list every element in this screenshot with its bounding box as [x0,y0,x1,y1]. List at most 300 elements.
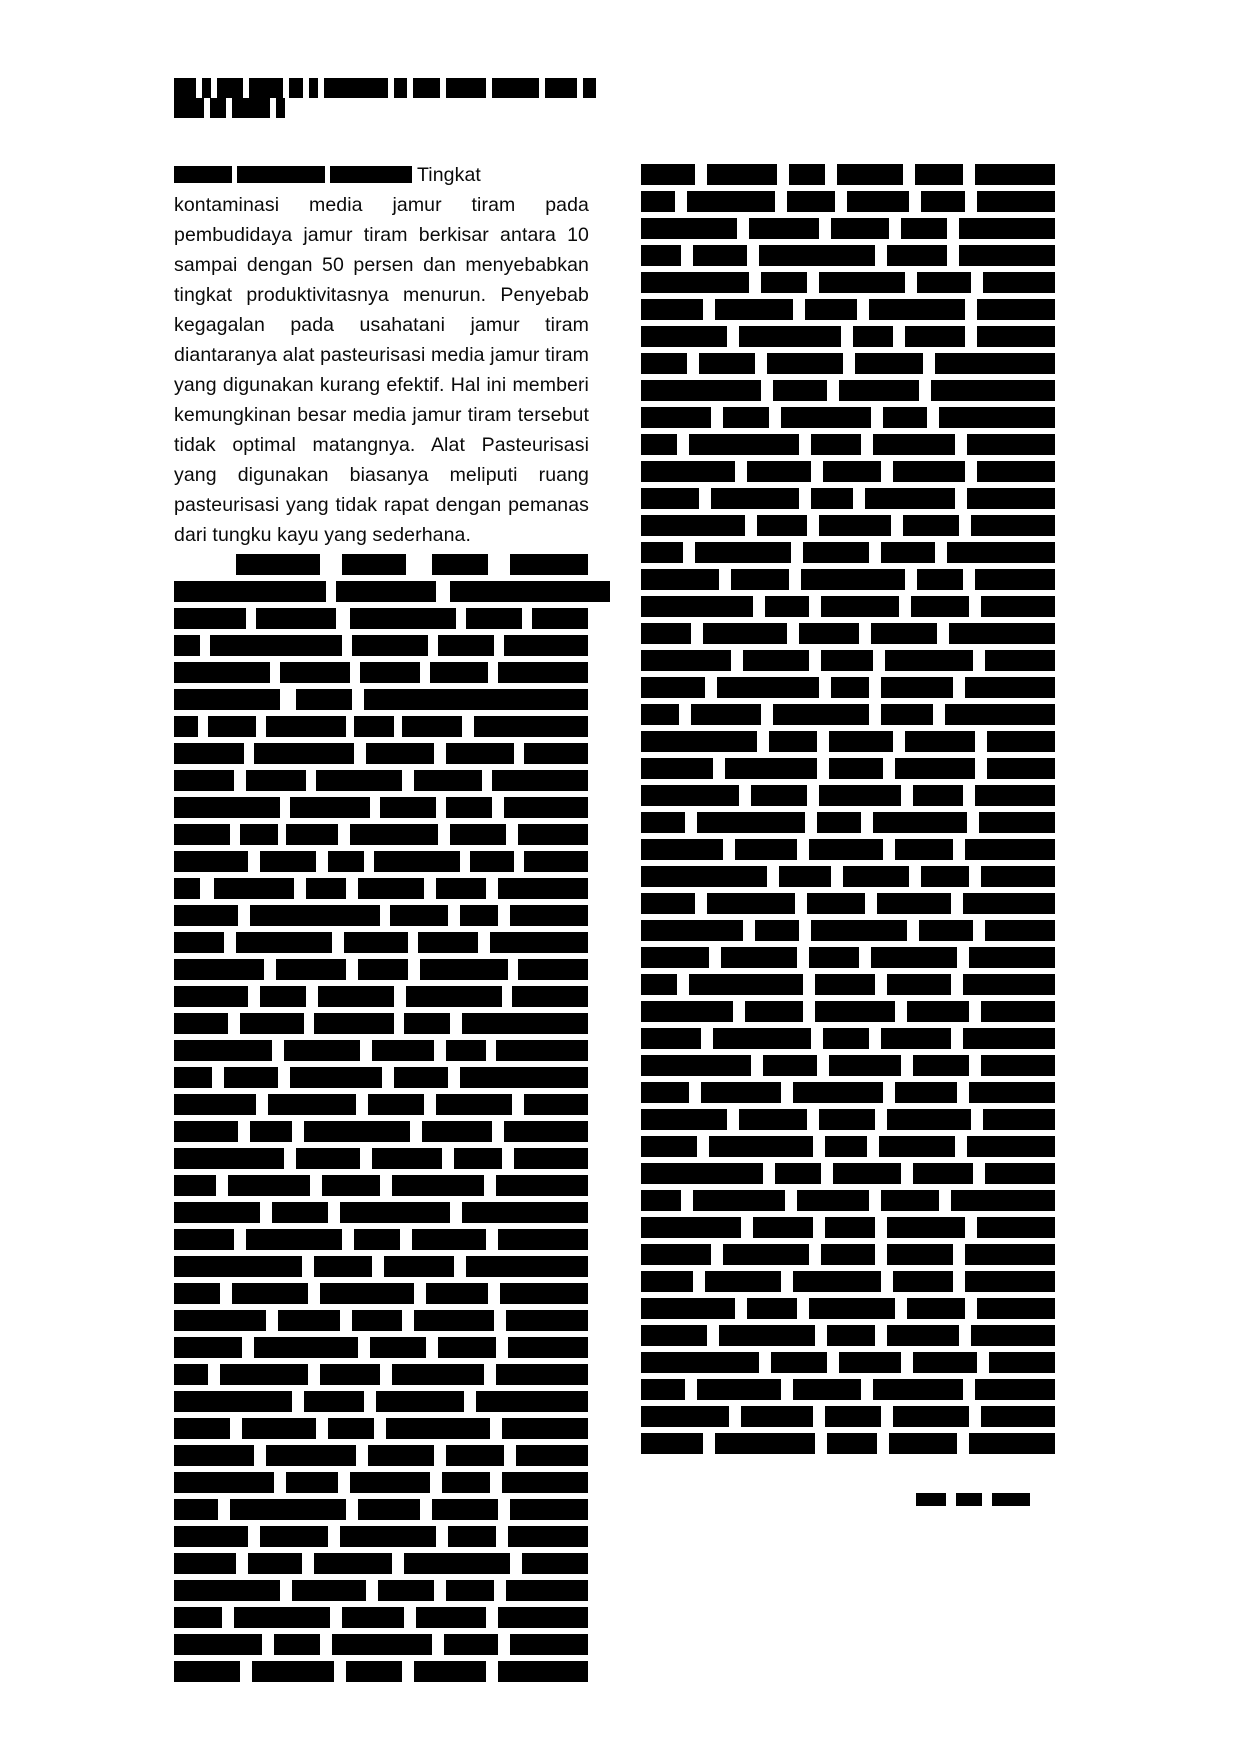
redacted-run [969,947,1055,968]
redacted-run [304,1121,410,1142]
redacted-run [775,1163,821,1184]
redacted-line [174,770,589,791]
redacted-run [641,866,767,887]
redacted-run [965,677,1055,698]
redacted-run [280,662,350,683]
redacted-run [234,1607,330,1628]
redacted-run [304,1391,364,1412]
redacted-run [641,623,691,644]
redacted-run [981,596,1055,617]
redacted-run [460,1067,588,1088]
redacted-run [947,542,1055,563]
redacted-line [174,1337,589,1358]
redacted-run [641,326,727,347]
redacted-run [248,1553,302,1574]
redacted-run [208,716,256,737]
redacted-title-run [217,78,243,98]
redacted-line [641,1244,1056,1265]
redacted-run [498,1229,588,1250]
redacted-run [977,1217,1055,1238]
redacted-run [364,689,588,710]
redacted-run [641,812,685,833]
redacted-line [641,1190,1056,1211]
redacted-run [386,1418,490,1439]
redacted-run [901,218,947,239]
redacted-title-run [583,78,596,98]
redacted-run [827,1433,877,1454]
redacted-run [819,1109,875,1130]
redacted-run [883,407,927,428]
redacted-run [963,1028,1055,1049]
redacted-run [332,1634,432,1655]
redacted-run [805,299,857,320]
redacted-run [703,623,787,644]
redacted-run [174,851,248,872]
redacted-line [641,1352,1056,1373]
redacted-run [641,1136,697,1157]
redacted-run [352,1310,402,1331]
redacted-run [753,1217,813,1238]
redacted-run [510,905,588,926]
redacted-run [340,1202,450,1223]
redacted-run [811,920,907,941]
redacted-line [641,1163,1056,1184]
redacted-run [789,164,825,185]
redacted-run [769,731,817,752]
redacted-run [174,1337,242,1358]
redacted-run [314,1256,372,1277]
redacted-run [174,635,200,656]
redacted-run [174,824,230,845]
redacted-line [641,191,1056,212]
redacted-run [496,1040,588,1061]
redacted-run [641,920,743,941]
redacted-run [971,1325,1055,1346]
redacted-line [174,1094,589,1115]
redacted-line [174,1661,589,1682]
redacted-run [314,1013,394,1034]
redacted-line [174,1499,589,1520]
redacted-run [366,743,434,764]
redacted-run [641,569,719,590]
redacted-run [975,164,1055,185]
redacted-run [368,1094,424,1115]
redacted-title-run [446,78,486,98]
redacted-run [174,608,246,629]
redacted-run [829,1055,901,1076]
redacted-run [506,1310,588,1331]
redacted-inline-run [174,166,232,183]
redacted-run [893,461,965,482]
redacted-run [174,986,248,1007]
redacted-run [761,272,807,293]
redacted-line [641,1028,1056,1049]
redacted-run [394,1067,448,1088]
redacted-run [404,1013,450,1034]
redacted-run [817,812,861,833]
redacted-line [174,797,589,818]
redacted-run [512,986,588,1007]
redacted-run [719,1325,815,1346]
redacted-run [913,1352,977,1373]
redacted-run [498,878,588,899]
redacted-run [641,1082,689,1103]
redacted-run [641,1028,701,1049]
redacted-run [641,1433,703,1454]
redacted-run [873,434,955,455]
redacted-run [492,770,588,791]
redacted-run [977,461,1055,482]
redacted-line [174,1472,589,1493]
redacted-run [374,851,460,872]
redacted-run [242,1418,316,1439]
redacted-run [500,1283,588,1304]
redacted-run [787,191,835,212]
redacted-run [360,662,420,683]
redacted-line [174,932,589,953]
redacted-run [210,635,342,656]
redacted-line [641,1271,1056,1292]
redacted-run [713,1028,811,1049]
redacted-line [641,1433,1056,1454]
redacted-run [819,272,905,293]
redacted-run [959,245,1055,266]
redacted-run [895,1082,957,1103]
redacted-run [350,608,456,629]
redacted-run [965,839,1055,860]
redacted-line [641,650,1056,671]
redacted-run [380,797,436,818]
redacted-run [462,1013,588,1034]
redacted-line [174,1148,589,1169]
redacted-run [913,1055,969,1076]
redacted-run [510,1634,588,1655]
redacted-run [286,824,338,845]
redacted-run [793,1271,881,1292]
redacted-title-run [174,78,196,98]
left-column [174,160,589,1688]
redacted-line [641,596,1056,617]
redacted-run [855,353,923,374]
redacted-run [250,1121,292,1142]
redacted-run [430,662,488,683]
redacted-run [174,1580,280,1601]
redacted-run [771,1352,827,1373]
redacted-line [641,488,1056,509]
redacted-run [446,743,514,764]
redacted-run [977,299,1055,320]
redacted-run [921,191,965,212]
redacted-run [446,797,492,818]
redacted-run [641,1379,685,1400]
redacted-title-run [545,78,577,98]
redacted-run [641,1298,735,1319]
redacted-run [174,1040,272,1061]
redacted-run [969,1082,1055,1103]
redacted-run [372,1148,442,1169]
redacted-line [641,1379,1056,1400]
redacted-line [174,851,589,872]
redacted-run [641,1163,763,1184]
redacted-line [641,326,1056,347]
redacted-run [825,1217,875,1238]
redacted-run [352,635,428,656]
redacted-run [284,1040,360,1061]
redacted-run [773,380,827,401]
redacted-run [286,1472,338,1493]
redacted-run [328,851,364,872]
redacted-run [741,1406,813,1427]
redacted-run [504,797,588,818]
redacted-run [174,1391,292,1412]
redacted-run [641,461,735,482]
redacted-run [414,770,482,791]
redacted-run [358,959,408,980]
redacted-run [174,1283,220,1304]
redacted-line [174,1364,589,1385]
redacted-run [174,959,264,980]
redacted-run [693,245,747,266]
redacted-run [983,1109,1055,1130]
redacted-run [725,758,817,779]
redacted-run [174,1445,254,1466]
redacted-run [641,785,739,806]
redacted-line [641,974,1056,995]
redacted-run [416,1607,486,1628]
redacted-run [641,542,683,563]
redacted-run [641,488,699,509]
redacted-run [641,839,723,860]
redacted-run [426,1283,488,1304]
redacted-run [881,542,935,563]
redacted-run [959,218,1055,239]
redacted-run [174,1364,208,1385]
redacted-run [174,1121,238,1142]
redacted-run [881,677,953,698]
redacted-run [350,824,438,845]
redacted-run [378,1580,434,1601]
redacted-run [967,1136,1055,1157]
redacted-run [254,1337,358,1358]
redacted-run [781,407,871,428]
redacted-line [641,1406,1056,1427]
redacted-run [811,434,861,455]
redacted-run [641,515,745,536]
redacted-run [450,824,506,845]
redacted-run [807,893,865,914]
redacted-run [989,1352,1055,1373]
redacted-run [697,812,805,833]
redacted-run [881,704,933,725]
redacted-line [174,905,589,926]
redacted-line [641,623,1056,644]
redacted-line [174,1526,589,1547]
redacted-run [508,1526,588,1547]
redacted-run [887,245,947,266]
redacted-line [641,785,1056,806]
redacted-run [739,326,841,347]
redacted-run [510,554,588,575]
redacted-run [174,1148,284,1169]
redacted-run [765,596,809,617]
redacted-run [963,974,1055,995]
redacted-run [290,797,370,818]
redacted-line [174,662,589,683]
redacted-run [174,1067,212,1088]
redacted-run [350,1472,430,1493]
redacted-run [921,866,969,887]
redacted-run [370,1337,426,1358]
redacted-run [907,1298,965,1319]
redacted-line [174,1283,589,1304]
redacted-run [414,1661,486,1682]
redacted-line [174,1580,589,1601]
redacted-run [174,1634,262,1655]
redacted-run [502,1418,588,1439]
redacted-run [873,1379,963,1400]
redacted-line [641,272,1056,293]
redacted-run [905,326,965,347]
redacted-run [174,1175,216,1196]
redacted-run [979,812,1055,833]
redacted-run [689,434,799,455]
redacted-run [390,905,448,926]
redacted-run [174,1256,302,1277]
redacted-run [256,608,336,629]
redacted-run [496,1175,588,1196]
redacted-run [641,1244,711,1265]
redacted-run [697,1379,781,1400]
redacted-line [641,1217,1056,1238]
redacted-run [747,1298,797,1319]
redacted-run [522,1553,588,1574]
redacted-run [174,716,198,737]
redacted-run [358,878,424,899]
redacted-title-run [202,78,211,98]
redacted-run [174,797,280,818]
redacted-run [779,866,831,887]
redacted-run [342,554,406,575]
redacted-title-run [309,78,318,98]
redacted-run [174,1013,228,1034]
redacted-run [368,1445,434,1466]
redacted-run [809,839,883,860]
redacted-footer-run [992,1493,1030,1506]
redacted-line [174,1553,589,1574]
redacted-line [641,353,1056,374]
redacted-run [747,461,811,482]
redacted-run [823,461,881,482]
redacted-run [418,932,478,953]
redacted-run [881,1028,951,1049]
redacted-run [448,1526,496,1547]
redacted-title-run [249,78,283,98]
redacted-run [174,1661,240,1682]
redacted-run [174,1472,274,1493]
redacted-run [228,1175,310,1196]
redacted-run [687,191,775,212]
redacted-line [174,1013,589,1034]
redacted-run [272,1202,328,1223]
redacted-run [432,554,488,575]
redacted-run [174,1094,256,1115]
redacted-run [913,1163,973,1184]
redacted-run [967,434,1055,455]
redacted-run [174,1499,218,1520]
redacted-line [641,1136,1056,1157]
redacted-line [174,1634,589,1655]
redacted-run [755,920,799,941]
redacted-run [985,650,1055,671]
redacted-run [905,731,975,752]
redacted-run [641,245,681,266]
redacted-run [749,218,819,239]
redacted-run [506,1580,588,1601]
redacted-run [436,878,486,899]
redacted-run [266,1445,356,1466]
redacted-run [843,866,909,887]
redacted-run [450,581,610,602]
redacted-run [254,743,354,764]
redacted-run [767,353,843,374]
redacted-run [887,974,951,995]
redacted-run [877,893,951,914]
redacted-run [707,893,795,914]
redacted-run [402,716,462,737]
redacted-run [516,1445,588,1466]
redacted-run [985,920,1055,941]
redacted-run [865,488,955,509]
redacted-run [895,839,953,860]
redacted-run [773,704,869,725]
redacted-run [887,1109,971,1130]
redacted-run [641,1055,751,1076]
redacted-run [935,353,1055,374]
redacted-run [502,1472,588,1493]
redacted-run [811,488,853,509]
redacted-run [641,974,677,995]
redacted-run [174,1202,260,1223]
redacted-run [641,1325,707,1346]
redacted-title-run [324,78,388,98]
redacted-run [252,1661,334,1682]
redacted-line [174,689,589,710]
redacted-run [260,986,306,1007]
redacted-run [336,581,436,602]
redacted-run [214,878,294,899]
redacted-run [490,932,588,953]
redacted-run [641,1406,729,1427]
redacted-run [498,1661,588,1682]
redacted-line [641,380,1056,401]
redacted-run [174,1229,234,1250]
redacted-run [825,1406,881,1427]
redacted-run [236,932,332,953]
redacted-run [641,704,679,725]
redacted-run [895,758,975,779]
redacted-run [799,623,859,644]
redacted-footer-run [956,1493,982,1506]
redacted-run [354,1229,400,1250]
redacted-run [296,689,352,710]
redacted-run [739,1109,807,1130]
redacted-run [220,1364,308,1385]
redacted-title-run [413,78,440,98]
redacted-run [266,716,346,737]
redacted-run [963,893,1055,914]
redacted-run [641,272,749,293]
redacted-run [819,515,891,536]
